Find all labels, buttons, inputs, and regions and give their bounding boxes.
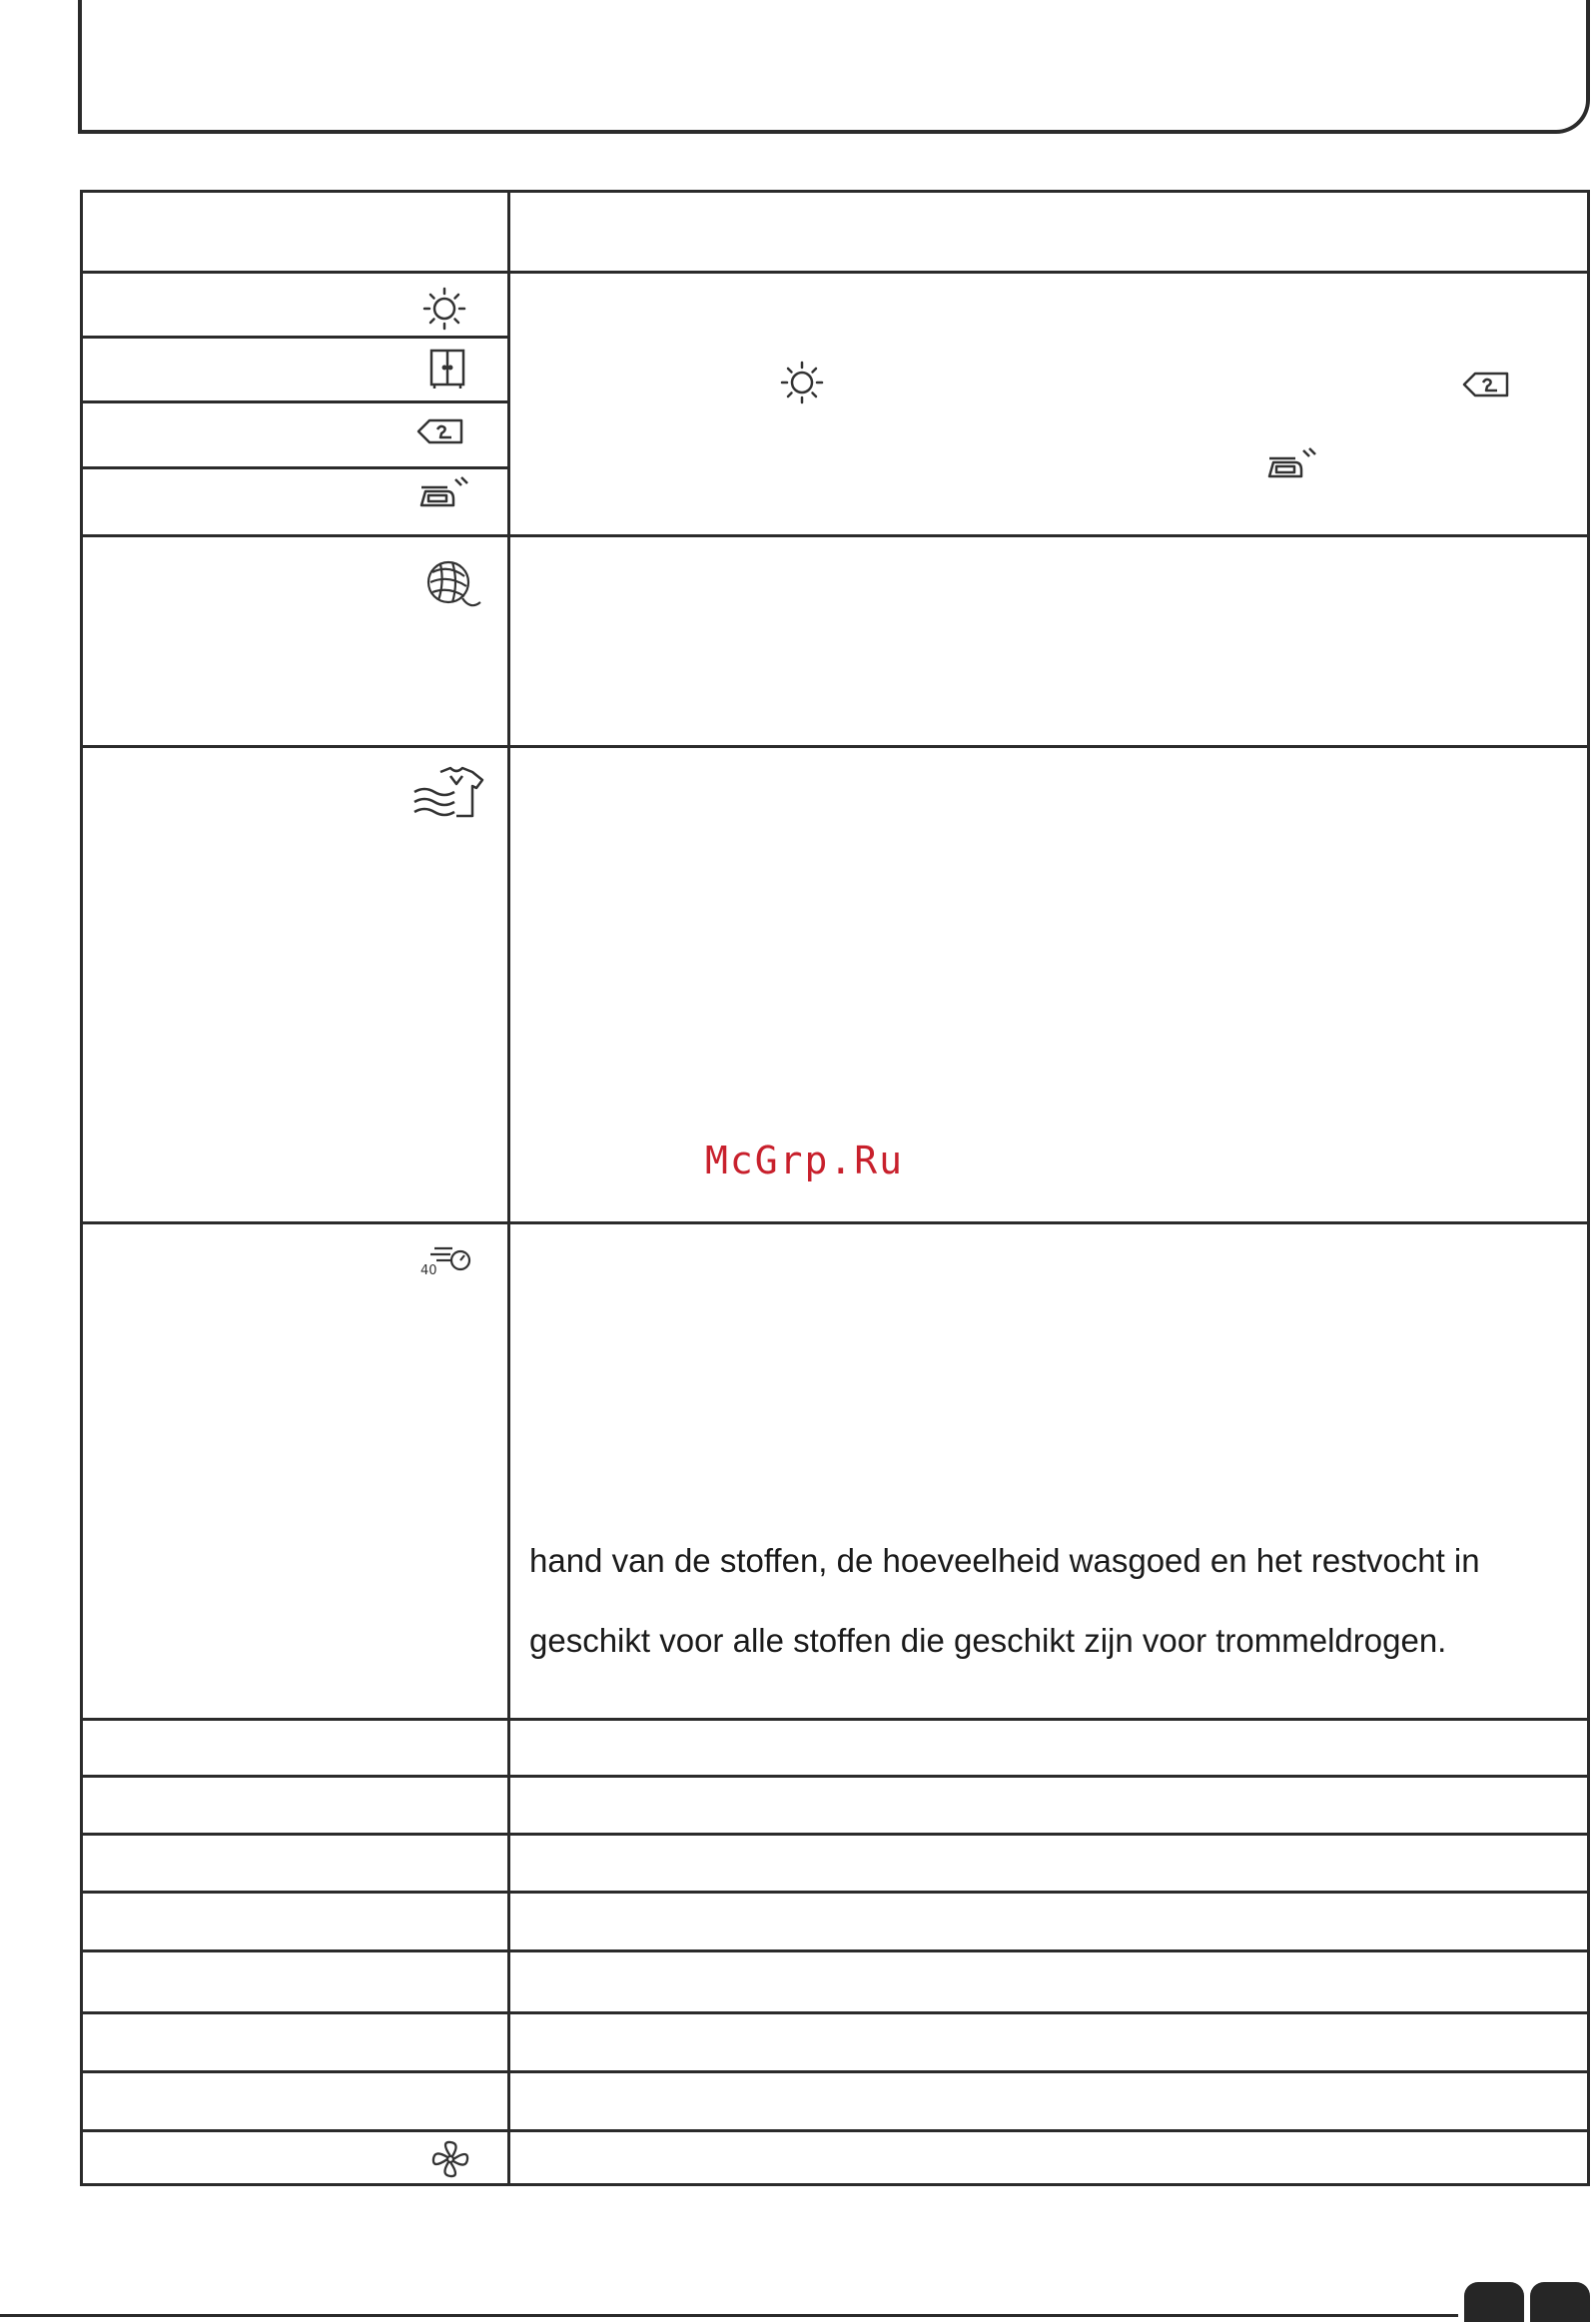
program-table	[80, 190, 1590, 2186]
iron-icon	[1265, 444, 1317, 484]
subrow-divider	[83, 466, 507, 469]
wardrobe-icon	[428, 348, 466, 389]
hanger-icon	[415, 416, 465, 448]
page-tab	[1530, 2282, 1590, 2322]
row-divider	[83, 1221, 1587, 1224]
page-tab	[1464, 2282, 1524, 2322]
sun-icon	[780, 361, 824, 404]
svg-text:40: 40	[420, 1263, 437, 1276]
subrow-divider	[83, 336, 507, 339]
sun-icon	[422, 287, 466, 331]
row-divider	[83, 2070, 1587, 2073]
column-divider	[507, 193, 510, 2183]
quick-40-icon	[420, 1244, 472, 1276]
row-divider	[83, 1718, 1587, 1721]
hanger-icon	[1461, 370, 1511, 401]
description-line-1: hand van de stoffen, de hoeveelheid wasgoed en het restvocht in	[529, 1542, 1480, 1579]
row-divider	[83, 2129, 1587, 2132]
row-divider	[83, 1891, 1587, 1894]
row-divider	[83, 1949, 1587, 1952]
fan-icon	[430, 2139, 470, 2179]
wool-icon	[422, 554, 482, 616]
row-divider	[83, 745, 1587, 748]
row-divider	[83, 534, 1587, 537]
row-divider	[83, 271, 1587, 274]
shirt-wave-icon	[412, 766, 484, 820]
subrow-divider	[83, 400, 507, 403]
footer-rule	[0, 2314, 1458, 2317]
header-box	[78, 0, 1590, 134]
row-divider	[83, 1775, 1587, 1778]
description-line-2: geschikt voor alle stoffen die geschikt zijn voor trommeldrogen.	[529, 1622, 1447, 1659]
row-divider	[83, 2011, 1587, 2014]
watermark: McGrp.Ru	[705, 1139, 905, 1182]
iron-icon	[417, 473, 469, 513]
row-divider	[83, 1833, 1587, 1836]
